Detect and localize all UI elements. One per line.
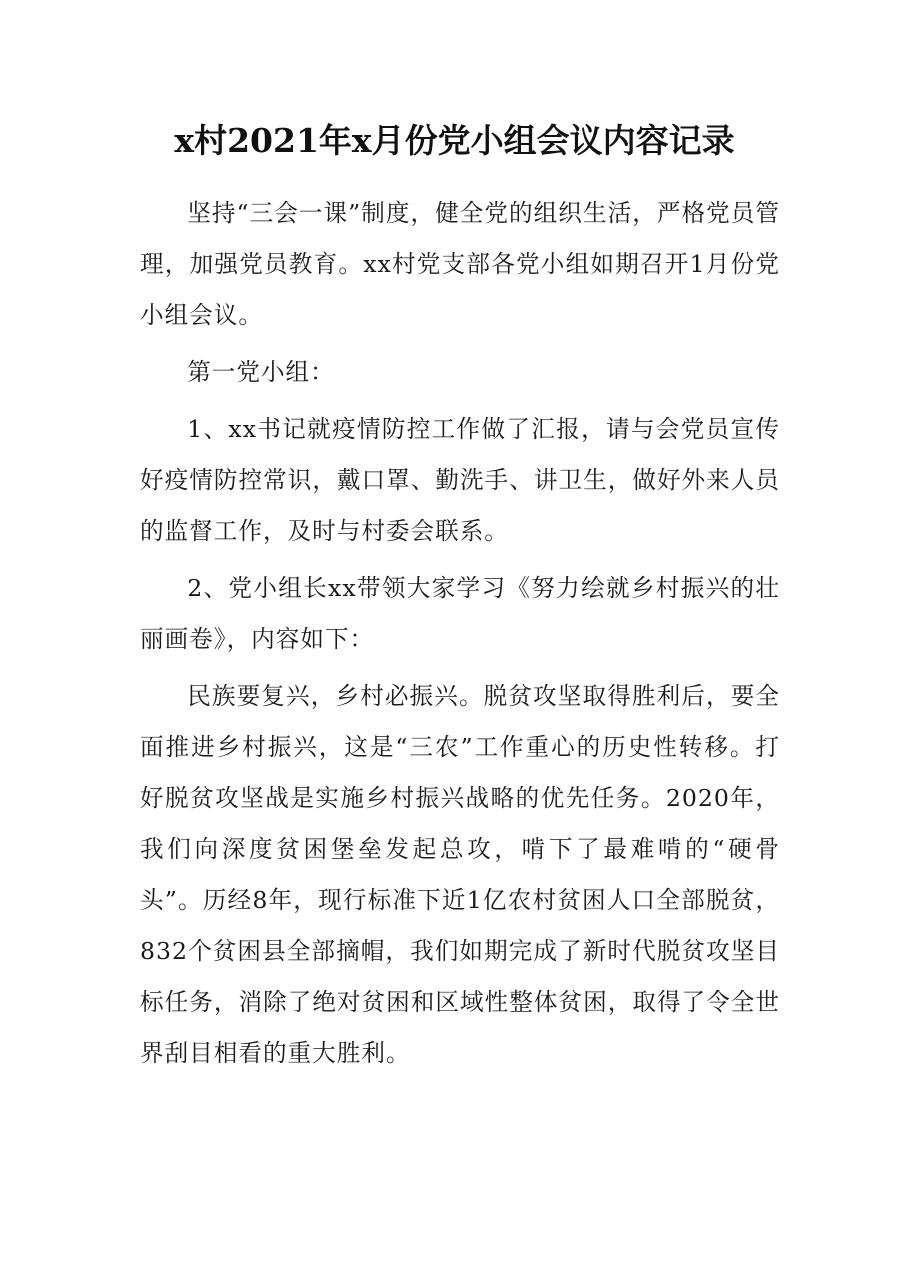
paragraph-item-1: 1、xx书记就疫情防控工作做了汇报，请与会党员宣传好疫情防控常识，戴口罩、勤洗手、讲卫生，做好外来人员的监督工作，及时与村委会联系。 bbox=[140, 415, 780, 545]
document-body bbox=[140, 188, 780, 1085]
paragraph-intro: 坚持“三会一课”制度，健全党的组织生活，严格党员管理，加强党员教育。xx村党支部各党小组如期召开1月份党小组会议。 bbox=[140, 199, 780, 329]
paragraph-study-content: 民族要复兴，乡村必振兴。脱贫攻坚取得胜利后，要全面推进乡村振兴，这是“三农”工作重心的历史性转移。打好脱贫攻坚战是实施乡村振兴战略的优先任务。2020年，我们向深度贫困堡垒发起总攻，啃下了最难啃的“硬骨头”。历经8年，现行标准下近1亿农村贫困人口全部脱贫，832个贫困县全部摘帽，我们如期完成了新时代脱贫攻坚目标任务，消除了绝对贫困和区域性整体贫困，取得了令全世界刮目相看的重大胜利。 bbox=[140, 682, 780, 1067]
paragraph-group-heading: 第一党小组： bbox=[187, 358, 335, 386]
document-title: x村2021年x月份党小组会议内容记录 bbox=[174, 121, 735, 160]
paragraph-item-2: 2、党小组长xx带领大家学习《努力绘就乡村振兴的壮丽画卷》，内容如下： bbox=[140, 574, 780, 653]
